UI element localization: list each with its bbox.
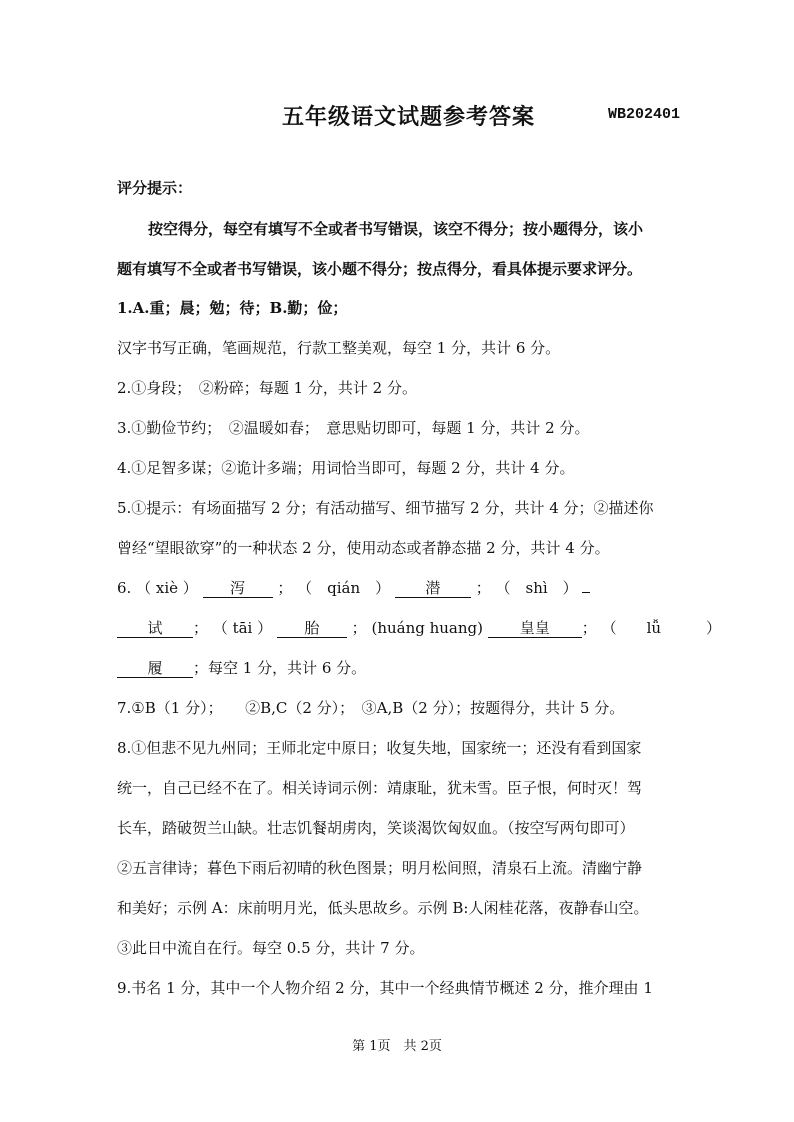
answer-5-line-2: 曾经“望眼欲穿”的一种状态 2 分，使用动态或者静态描 2 分，共计 4 分。 — [117, 539, 610, 557]
pinyin-huanghuang: (huáng huang) — [371, 619, 483, 637]
answer-7: 7.①B（1 分）； ②B,C（2 分）； ③A,B（2 分）；按题得分，共计 5 分。 — [117, 699, 625, 717]
answer-1-line-2: 汉字书写正确，笔画规范，行款工整美观，每空 1 分，共计 6 分。 — [117, 339, 561, 357]
document-code: WB202401 — [608, 106, 681, 123]
answer-6-number: 6. — [117, 579, 132, 597]
answer-blank-6: 履 — [117, 659, 193, 678]
separator: ； — [581, 619, 597, 637]
scoring-heading: 评分提示： — [117, 179, 193, 197]
answer-6-scoring: ；每空 1 分，共计 6 分。 — [193, 659, 367, 677]
answer-8-line-5: 和美好；示例 A：床前明月光，低头思故乡。示例 B:人闲桂花落，夜静春山空。 — [117, 899, 649, 917]
answer-8-line-3: 长车，踏破贺兰山缺。壮志饥餐胡虏肉，笑谈渴饮匈奴血。（按空写两句即可） — [117, 819, 635, 837]
answer-4: 4.①足智多谋；②诡计多端；用词恰当即可，每题 2 分，共计 4 分。 — [117, 459, 575, 477]
answer-5-line-1: 5.①提示：有场面描写 2 分；有活动描写、细节描写 2 分，共计 4 分；②描述你 — [117, 499, 654, 517]
pinyin-xie: （ xiè ） — [136, 579, 198, 597]
pinyin-lv: （ lǚ ） — [601, 619, 722, 637]
pinyin-shi: （ shì ） — [495, 579, 578, 597]
separator: ； — [193, 619, 209, 637]
answer-6-line-1 — [117, 578, 697, 598]
answer-8-line-6: ③此日中流自在行。每空 0.5 分，共计 7 分。 — [117, 939, 425, 957]
answer-2: 2.①身段； ②粉碎；每题 1 分，共计 2 分。 — [117, 379, 417, 397]
document-title: 五年级语文试题参考答案 — [282, 105, 536, 130]
scoring-text-line-2: 题有填写不全或者书写错误，该小题不得分；按点得分，看具体提示要求评分。 — [117, 260, 643, 278]
separator: ； — [351, 619, 367, 637]
answer-3: 3.①勤俭节约； ②温暖如春； 意思贴切即可，每题 1 分，共计 2 分。 — [117, 419, 590, 437]
answer-blank-2: 潜 — [395, 579, 471, 598]
answer-8-line-1: 8.①但悲不见九州同；王师北定中原日；收复失地，国家统一；还没有看到国家 — [117, 739, 642, 757]
pinyin-qian: （ qián ） — [297, 579, 391, 597]
answer-blank-3-start — [582, 592, 590, 593]
scoring-text-line-1: 按空得分，每空有填写不全或者书写错误，该空不得分；按小题得分，该小 — [148, 220, 644, 238]
answer-9-line-1: 9.书名 1 分，其中一个人物介绍 2 分，其中一个经典情节概述 2 分，推介理由 1 — [117, 979, 653, 997]
answer-blank-5: 皇皇 — [488, 619, 582, 638]
answer-8-line-4: ②五言律诗；暮色下雨后初晴的秋色图景；明月松间照，清泉石上流。清幽宁静 — [117, 859, 643, 877]
answer-blank-1: 泻 — [203, 579, 273, 598]
answer-6-line-3 — [117, 658, 697, 678]
separator: ； — [277, 579, 293, 597]
answer-1-number: 1.A.重；晨；勉；待；B.勤；俭； — [117, 299, 348, 317]
answer-6-line-2 — [117, 618, 722, 638]
page-footer: 第 1页 共 2页 — [352, 1039, 442, 1054]
answer-blank-3: 试 — [117, 619, 193, 638]
separator: ； — [475, 579, 491, 597]
answer-1-line-1 — [117, 298, 697, 318]
answer-blank-4: 胎 — [277, 619, 347, 638]
pinyin-tai: （ tāi ） — [212, 619, 273, 637]
answer-8-line-2: 统一，自己已经不在了。相关诗词示例：靖康耻，犹未雪。臣子恨，何时灭！驾 — [117, 779, 643, 797]
